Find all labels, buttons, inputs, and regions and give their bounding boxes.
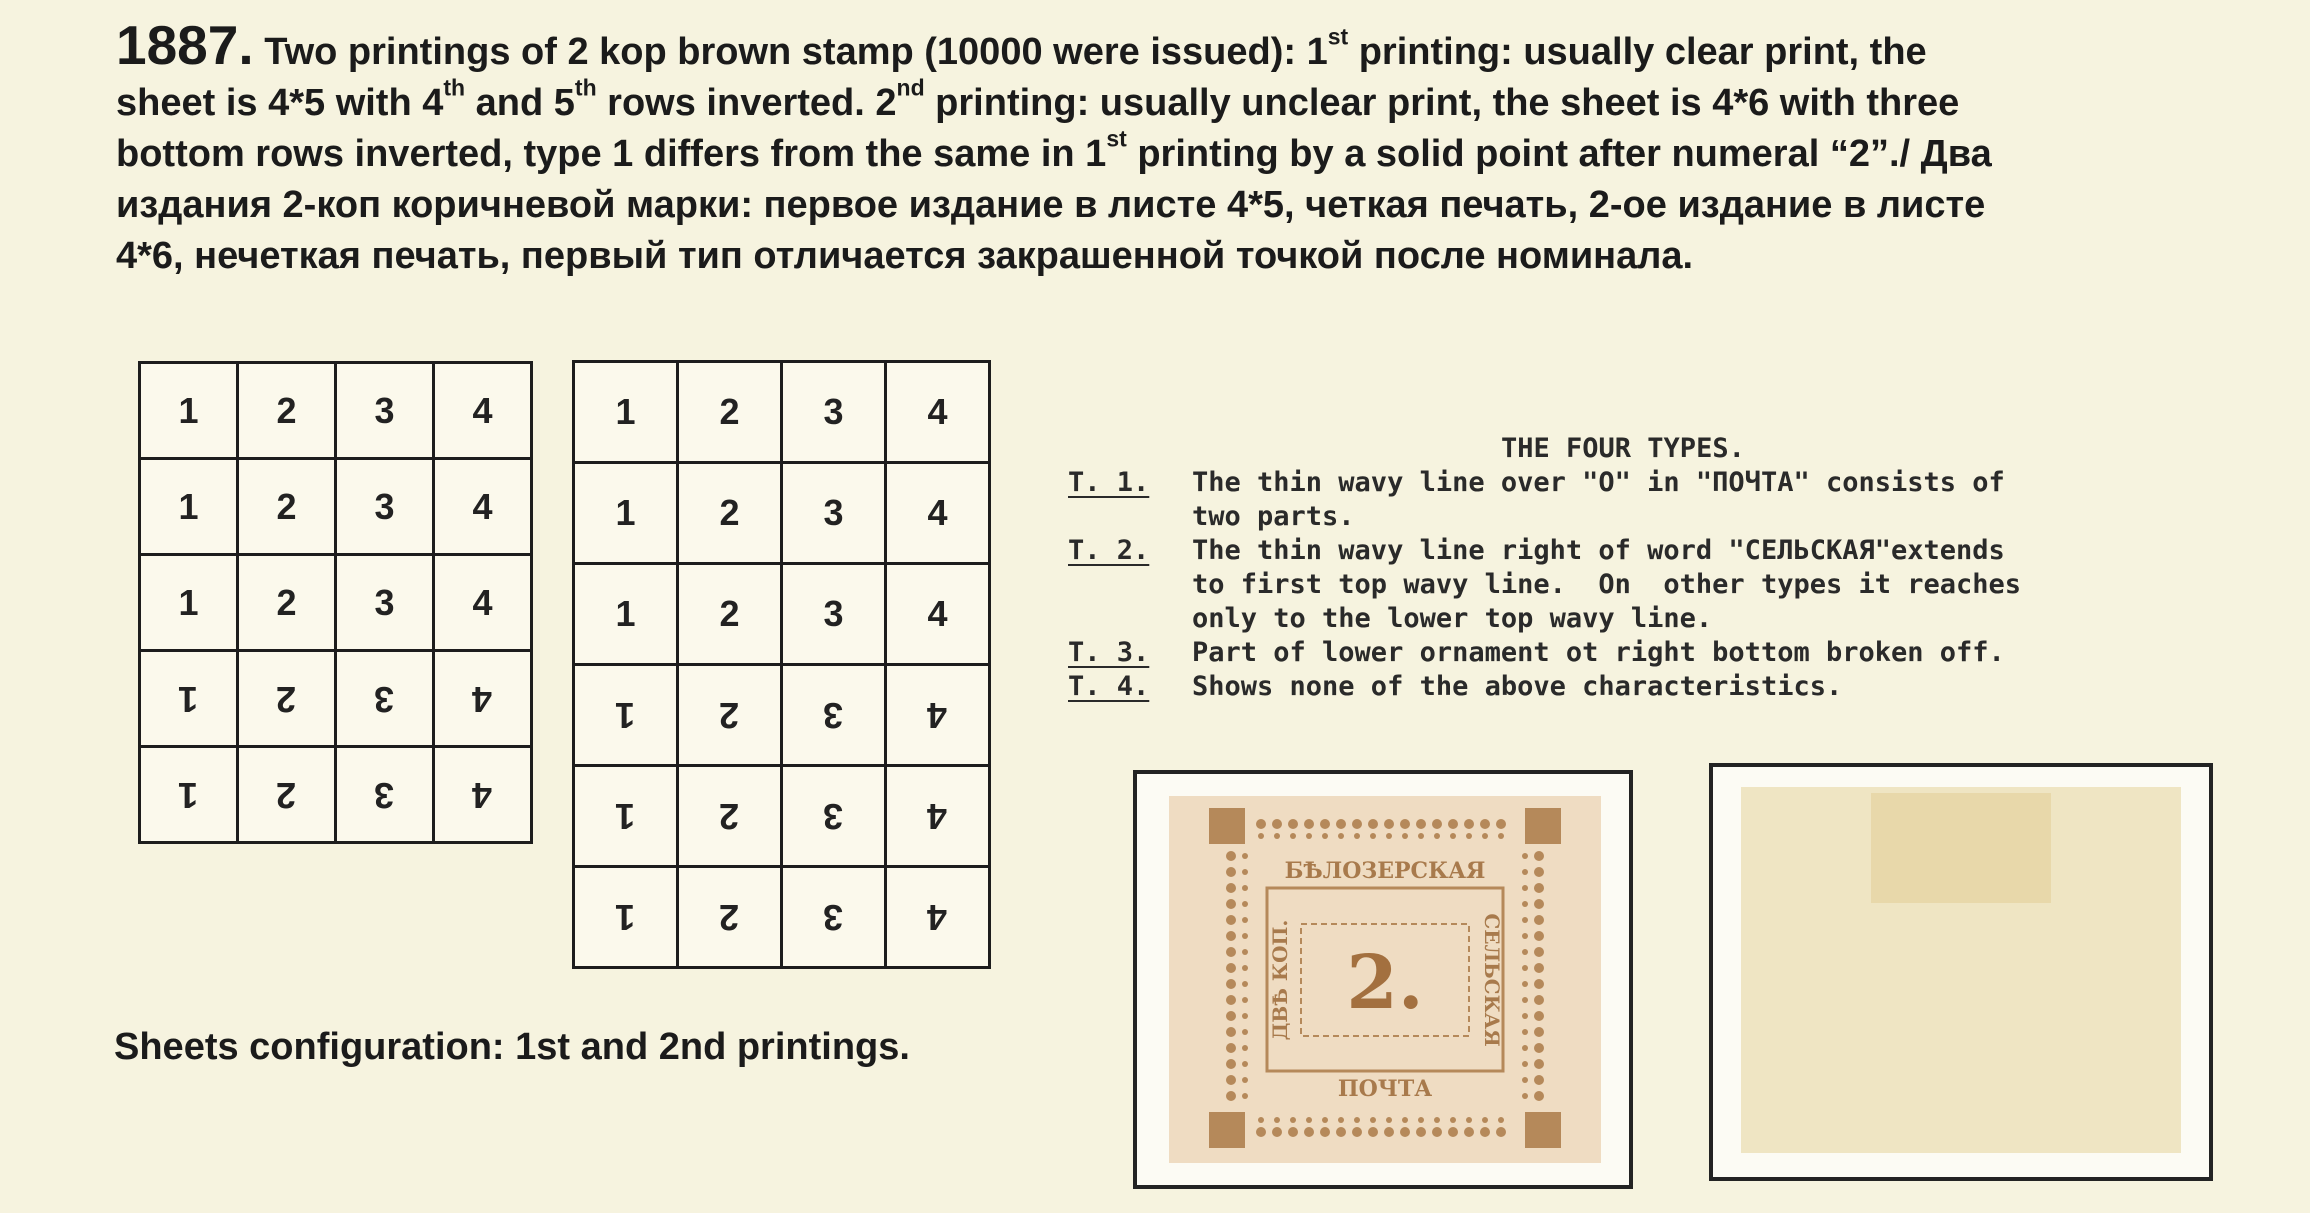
sheet-cell xyxy=(678,867,782,968)
sheet-cell xyxy=(238,363,336,459)
ornament-dot xyxy=(1402,1117,1408,1123)
ornament-dot xyxy=(1402,833,1408,839)
sheet-row xyxy=(574,867,990,968)
sheet-cell xyxy=(336,747,434,843)
ornament-dot xyxy=(1522,1061,1528,1067)
sheet-first-printing xyxy=(138,361,533,844)
header-line-4: издания 2-коп коричневой марки: первое издание в листе 4*5, четкая печать, 2-ое издание в листе xyxy=(116,184,1986,226)
ornament-dot xyxy=(1534,1091,1544,1101)
stamp-bottom-text: ПОЧТА xyxy=(1337,1076,1433,1102)
sheet-cell-number: 4 xyxy=(927,492,948,533)
sheet-row xyxy=(574,665,990,766)
stamp-hinge xyxy=(1871,793,2051,903)
header-line-2: sheet is 4*5 with 4th and 5th rows inverted. 2nd printing: usually unclear print, the sheet is 4*6 with three xyxy=(116,74,1960,124)
ornament-dot xyxy=(1226,995,1236,1005)
ornament-dot xyxy=(1336,819,1346,829)
sheet-row xyxy=(574,564,990,665)
ornament-dot xyxy=(1522,1045,1528,1051)
sheet-cell xyxy=(678,766,782,867)
ornament-dot xyxy=(1522,1013,1528,1019)
ornament-dot xyxy=(1522,981,1528,987)
sheet-cell xyxy=(886,766,990,867)
sheet-cell-number: 2 xyxy=(719,492,740,533)
ornament-dot xyxy=(1274,1117,1280,1123)
sheet-cell-number: 2 xyxy=(719,593,740,634)
sheet-row xyxy=(574,766,990,867)
sheet-cell xyxy=(886,867,990,968)
ornament-dot xyxy=(1242,853,1248,859)
sheet-cell xyxy=(336,363,434,459)
sheet-cell xyxy=(678,564,782,665)
ornament-dot xyxy=(1534,899,1544,909)
ornament-dot xyxy=(1432,1127,1442,1137)
sheet-cell-number: 4 xyxy=(927,897,948,938)
sheet-cell xyxy=(238,651,336,747)
ornament-dot xyxy=(1226,1011,1236,1021)
ornament-corner xyxy=(1209,1112,1245,1148)
ornament-dot xyxy=(1274,833,1280,839)
type-item xyxy=(1068,670,2268,704)
ornament-dot xyxy=(1242,1045,1248,1051)
sheet-cell xyxy=(140,555,238,651)
sheet-cell-number: 3 xyxy=(823,796,844,837)
ornament-dot xyxy=(1256,1127,1266,1137)
ornament-dot xyxy=(1498,1117,1504,1123)
ornament-dot xyxy=(1226,867,1236,877)
sheet-cell-number: 1 xyxy=(615,391,636,432)
ornament-dot xyxy=(1306,833,1312,839)
sheet-cell-number: 2 xyxy=(276,485,297,527)
sheet-cell-number: 4 xyxy=(472,678,493,720)
sheet-cell xyxy=(678,665,782,766)
stamp-back-image xyxy=(1741,787,2181,1153)
stamp-front-mount xyxy=(1133,770,1633,1189)
sheet-cell-number: 3 xyxy=(374,389,395,431)
sheet-cell xyxy=(140,363,238,459)
sheet-cell-number: 3 xyxy=(823,593,844,634)
ornament-dot xyxy=(1534,931,1544,941)
ornament-dot xyxy=(1288,819,1298,829)
type-label: T. 3. xyxy=(1068,637,1150,668)
ornament-dot xyxy=(1226,1075,1236,1085)
stamp-right-text: СЕЛЬСКАЯ xyxy=(1480,913,1504,1047)
stamp-left-text: ДВѢ КОП. xyxy=(1268,919,1292,1041)
sheet-cell xyxy=(336,651,434,747)
sheet-cell xyxy=(886,564,990,665)
ornament-dot xyxy=(1242,949,1248,955)
sheet-cell xyxy=(434,459,532,555)
ornament-dot xyxy=(1534,963,1544,973)
sheet-cell-number: 3 xyxy=(374,774,395,816)
stamp-front-image xyxy=(1169,796,1601,1163)
ornament-dot xyxy=(1534,947,1544,957)
sheet-cell xyxy=(336,459,434,555)
sheet-cell-number: 3 xyxy=(823,695,844,736)
sheet-row xyxy=(140,459,532,555)
header-line-3: bottom rows inverted, type 1 differs from the same in 1st printing by a solid point after numeral “2”./ Два xyxy=(116,125,1992,175)
sheet-second-printing xyxy=(572,360,991,969)
sheet-cell xyxy=(886,362,990,463)
ornament-dot xyxy=(1242,997,1248,1003)
ornament-dot xyxy=(1418,833,1424,839)
stamp-top-text: БѢЛОЗЕРСКАЯ xyxy=(1284,858,1486,884)
ornament-dot xyxy=(1384,1127,1394,1137)
ornament-dot xyxy=(1534,995,1544,1005)
ornament-dot xyxy=(1338,833,1344,839)
ornament-dot xyxy=(1522,965,1528,971)
sheet-cell-number: 1 xyxy=(615,796,636,837)
ornament-dot xyxy=(1384,819,1394,829)
sheet-cell-number: 1 xyxy=(178,678,199,720)
header-line-1: 1887. Two printings of 2 kop brown stamp (10000 were issued): 1st printing: usually clear print, the xyxy=(116,14,1927,76)
ornament-dot xyxy=(1534,915,1544,925)
ornament-dot xyxy=(1242,869,1248,875)
sheet-cell-number: 3 xyxy=(374,678,395,720)
ornament-dot xyxy=(1242,917,1248,923)
sheet-cell xyxy=(434,651,532,747)
sheet-cell xyxy=(574,564,678,665)
sheet-cell xyxy=(782,463,886,564)
ornament-dot xyxy=(1534,1059,1544,1069)
ornament-dot xyxy=(1242,981,1248,987)
ornament-dot xyxy=(1272,1127,1282,1137)
ornament-dot xyxy=(1226,947,1236,957)
ornament-dot xyxy=(1354,833,1360,839)
ornament-dot xyxy=(1226,851,1236,861)
sheet-cell-number: 3 xyxy=(374,581,395,623)
sheet-cell-number: 1 xyxy=(178,485,199,527)
sheet-cell xyxy=(140,747,238,843)
issue-year: 1887. xyxy=(116,14,254,76)
ornament-dot xyxy=(1338,1117,1344,1123)
ornament-dot xyxy=(1522,1093,1528,1099)
sheet-cell-number: 1 xyxy=(615,695,636,736)
sheet-row xyxy=(140,555,532,651)
sheet-cell-number: 4 xyxy=(472,774,493,816)
sheet-cell-number: 4 xyxy=(927,391,948,432)
ornament-dot xyxy=(1522,853,1528,859)
sheet-cell xyxy=(238,555,336,651)
ornament-dot xyxy=(1242,1093,1248,1099)
type-item xyxy=(1068,636,2268,670)
sheet-cell-number: 2 xyxy=(276,389,297,431)
ornament-corner xyxy=(1209,808,1245,844)
ornament-dot xyxy=(1434,833,1440,839)
sheet-cell xyxy=(886,463,990,564)
ornament-dot xyxy=(1242,1013,1248,1019)
ornament-dot xyxy=(1320,819,1330,829)
ornament-dot xyxy=(1226,1091,1236,1101)
sheet-cell-number: 1 xyxy=(615,492,636,533)
ornament-dot xyxy=(1534,1027,1544,1037)
sheets-caption: Sheets configuration: 1st and 2nd printings. xyxy=(114,1026,910,1068)
sheet-cell xyxy=(782,564,886,665)
ornament-dot xyxy=(1466,1117,1472,1123)
ornament-dot xyxy=(1434,1117,1440,1123)
ornament-dot xyxy=(1448,1127,1458,1137)
ornament-dot xyxy=(1522,869,1528,875)
ornament-dot xyxy=(1534,1011,1544,1021)
ornament-dot xyxy=(1290,1117,1296,1123)
ornament-dot xyxy=(1522,1029,1528,1035)
sheet-cell xyxy=(574,867,678,968)
ornament-dot xyxy=(1258,1117,1264,1123)
sheet-cell-number: 2 xyxy=(276,678,297,720)
ornament-dot xyxy=(1416,1127,1426,1137)
ornament-dot xyxy=(1386,833,1392,839)
sheet-cell-number: 4 xyxy=(927,695,948,736)
sheet-cell-number: 1 xyxy=(178,389,199,431)
ornament-dot xyxy=(1480,819,1490,829)
sheet-row xyxy=(574,362,990,463)
sheet-cell xyxy=(782,665,886,766)
sheet-cell-number: 4 xyxy=(472,485,493,527)
ornament-dot xyxy=(1226,1059,1236,1069)
type-label: T. 4. xyxy=(1068,671,1150,702)
sheet-cell xyxy=(140,651,238,747)
sheet-cell-number: 4 xyxy=(472,389,493,431)
ornament-dot xyxy=(1466,833,1472,839)
ornament-dot xyxy=(1258,833,1264,839)
ornament-dot xyxy=(1226,931,1236,941)
ornament-dot xyxy=(1226,1027,1236,1037)
sheet-cell-number: 1 xyxy=(615,897,636,938)
ornament-dot xyxy=(1226,979,1236,989)
ornament-dot xyxy=(1464,819,1474,829)
ornament-dot xyxy=(1290,833,1296,839)
sheet-cell xyxy=(336,555,434,651)
stamp-back-mount xyxy=(1709,763,2213,1181)
ornament-dot xyxy=(1242,965,1248,971)
ornament-dot xyxy=(1450,1117,1456,1123)
type-description: Part of lower ornament ot right bottom broken off. xyxy=(1192,637,2005,668)
type-description: Shows none of the above characteristics. xyxy=(1192,671,1843,702)
sheet-cell xyxy=(782,867,886,968)
four-types-title: THE FOUR TYPES. xyxy=(1501,433,1745,464)
ornament-dot xyxy=(1480,1127,1490,1137)
sheet-cell-number: 4 xyxy=(927,593,948,634)
sheet-cell-number: 2 xyxy=(719,695,740,736)
sheet-cell xyxy=(434,363,532,459)
ornament-dot xyxy=(1418,1117,1424,1123)
sheet-cell-number: 4 xyxy=(927,796,948,837)
ornament-dot xyxy=(1288,1127,1298,1137)
page-header xyxy=(116,14,2256,282)
ornament-dot xyxy=(1226,899,1236,909)
sheet-cell xyxy=(238,747,336,843)
ornament-dot xyxy=(1370,1117,1376,1123)
sheet-cell xyxy=(574,665,678,766)
sheet-cell-number: 2 xyxy=(719,391,740,432)
ornament-dot xyxy=(1320,1127,1330,1137)
sheet-cell-number: 3 xyxy=(823,391,844,432)
ornament-dot xyxy=(1522,949,1528,955)
stamp-design xyxy=(1169,796,1601,1163)
sheet-cell-number: 2 xyxy=(276,581,297,623)
sheet-cell xyxy=(678,362,782,463)
ornament-dot xyxy=(1336,1127,1346,1137)
sheet-cell-number: 3 xyxy=(823,492,844,533)
ornament-dot xyxy=(1226,883,1236,893)
sheet-row xyxy=(140,651,532,747)
ornament-dot xyxy=(1306,1117,1312,1123)
ornament-dot xyxy=(1368,819,1378,829)
sheet-row xyxy=(140,747,532,843)
ornament-dot xyxy=(1370,833,1376,839)
type-item xyxy=(1068,466,2268,534)
ornament-dot xyxy=(1522,933,1528,939)
ornament-dot xyxy=(1242,901,1248,907)
ornament-dot xyxy=(1354,1117,1360,1123)
ornament-dot xyxy=(1386,1117,1392,1123)
ornament-dot xyxy=(1496,1127,1506,1137)
ornament-dot xyxy=(1242,1077,1248,1083)
ornament-dot xyxy=(1432,819,1442,829)
ornament-corner xyxy=(1525,1112,1561,1148)
sheet-cell xyxy=(434,747,532,843)
ornament-dot xyxy=(1352,819,1362,829)
ornament-dot xyxy=(1450,833,1456,839)
sheet-cell xyxy=(574,766,678,867)
ornament-dot xyxy=(1534,883,1544,893)
sheet-cell xyxy=(434,555,532,651)
four-types-panel xyxy=(1068,432,2268,704)
sheet-cell-number: 2 xyxy=(719,897,740,938)
type-description: The thin wavy line right of word "СЕЛЬСКАЯ"extends to first top wavy line. On other types it reaches only to the lower top wavy line. xyxy=(1192,535,2022,634)
ornament-dot xyxy=(1352,1127,1362,1137)
type-label: T. 1. xyxy=(1068,467,1150,498)
ornament-dot xyxy=(1534,979,1544,989)
ornament-dot xyxy=(1226,963,1236,973)
sheet-cell-number: 2 xyxy=(276,774,297,816)
ornament-dot xyxy=(1242,933,1248,939)
ornament-dot xyxy=(1534,851,1544,861)
ornament-dot xyxy=(1368,1127,1378,1137)
ornament-dot xyxy=(1304,819,1314,829)
ornament-dot xyxy=(1272,819,1282,829)
sheet-cell-number: 1 xyxy=(178,774,199,816)
sheet-cell-number: 2 xyxy=(719,796,740,837)
ornament-dot xyxy=(1242,885,1248,891)
ornament-dot xyxy=(1496,819,1506,829)
ornament-dot xyxy=(1322,833,1328,839)
sheet-cell-number: 3 xyxy=(374,485,395,527)
ornament-dot xyxy=(1242,1061,1248,1067)
sheet-cell-number: 4 xyxy=(472,581,493,623)
ornament-dot xyxy=(1448,819,1458,829)
type-item xyxy=(1068,534,2268,636)
type-label: T. 2. xyxy=(1068,535,1150,566)
type-description: The thin wavy line over "O" in "ПОЧТА" consists of two parts. xyxy=(1192,467,2005,532)
ornament-dot xyxy=(1226,1043,1236,1053)
sheet-cell xyxy=(886,665,990,766)
ornament-dot xyxy=(1534,1075,1544,1085)
sheet-cell-number: 1 xyxy=(615,593,636,634)
ornament-dot xyxy=(1498,833,1504,839)
ornament-dot xyxy=(1304,1127,1314,1137)
ornament-dot xyxy=(1226,915,1236,925)
ornament-dot xyxy=(1400,819,1410,829)
sheet-cell-number: 1 xyxy=(178,581,199,623)
sheet-cell xyxy=(678,463,782,564)
sheet-cell xyxy=(782,362,886,463)
ornament-dot xyxy=(1482,1117,1488,1123)
header-line-5: 4*6, нечеткая печать, первый тип отличается закрашенной точкой после номинала. xyxy=(116,235,1694,277)
ornament-dot xyxy=(1522,885,1528,891)
ornament-dot xyxy=(1522,997,1528,1003)
sheet-cell xyxy=(574,463,678,564)
ornament-dot xyxy=(1522,901,1528,907)
ornament-dot xyxy=(1482,833,1488,839)
ornament-dot xyxy=(1464,1127,1474,1137)
sheet-cell xyxy=(782,766,886,867)
ornament-dot xyxy=(1400,1127,1410,1137)
sheet-cell xyxy=(140,459,238,555)
ornament-dot xyxy=(1416,819,1426,829)
ornament-corner xyxy=(1525,808,1561,844)
ornament-dot xyxy=(1322,1117,1328,1123)
ornament-dot xyxy=(1522,917,1528,923)
stamp-value: 2. xyxy=(1346,940,1424,1026)
sheet-row xyxy=(574,463,990,564)
ornament-dot xyxy=(1522,1077,1528,1083)
sheet-row xyxy=(140,363,532,459)
ornament-dot xyxy=(1256,819,1266,829)
sheet-cell xyxy=(574,362,678,463)
ornament-dot xyxy=(1534,1043,1544,1053)
sheet-cell-number: 3 xyxy=(823,897,844,938)
sheet-cell xyxy=(238,459,336,555)
ornament-dot xyxy=(1242,1029,1248,1035)
ornament-dot xyxy=(1534,867,1544,877)
